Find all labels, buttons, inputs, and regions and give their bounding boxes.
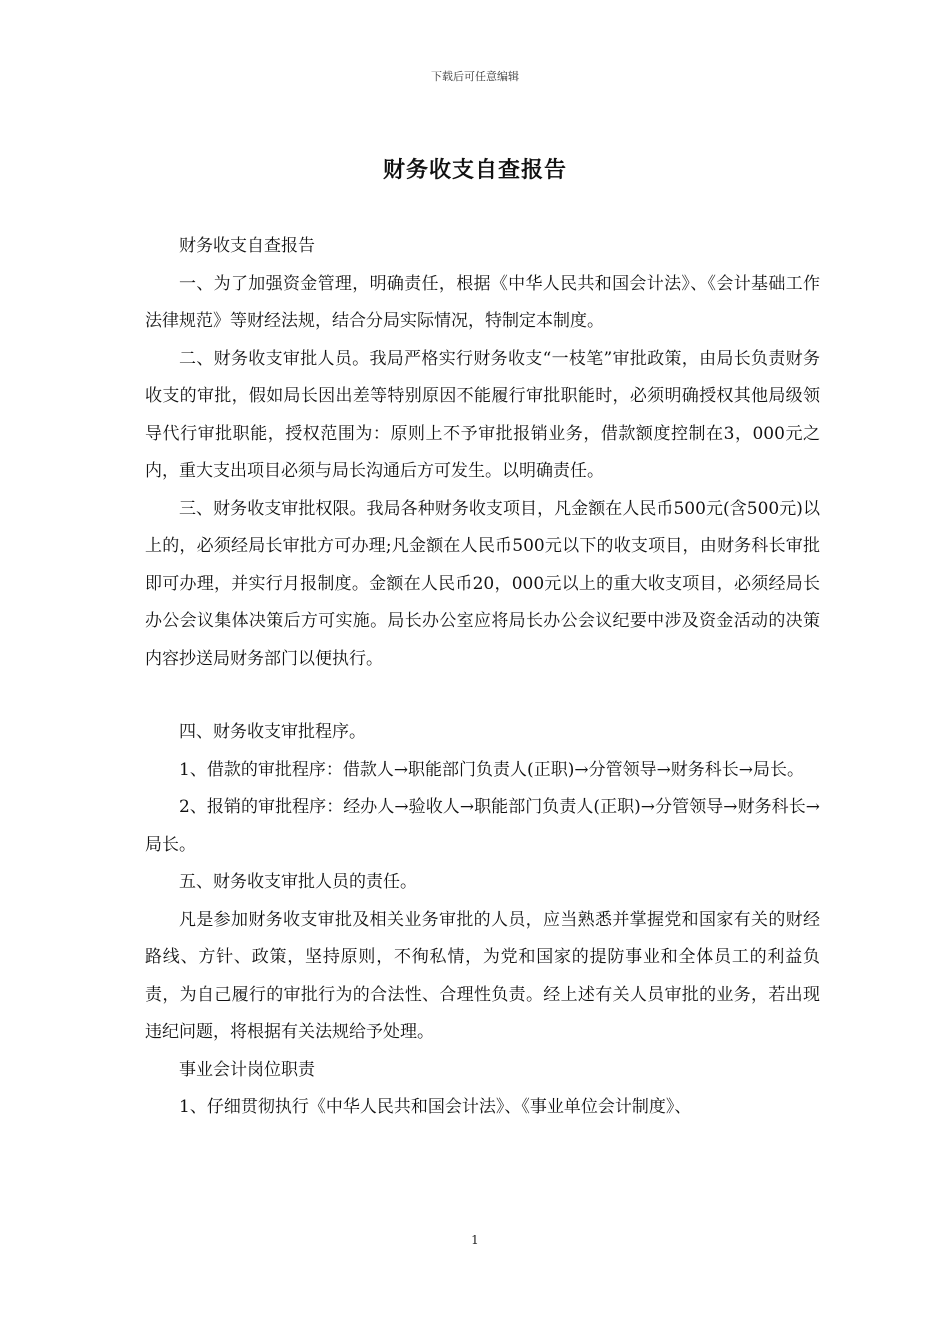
paragraph-job-duties-heading: 事业会计岗位职责 <box>179 1059 315 1080</box>
paragraph-section-3: 三、财务收支审批权限。我局各种财务收支项目，凡金额在人民币500元(含500元)以上的，必须经局长审批方可办理;凡金额在人民币500元以下的收支项目，由财务科长审批即可办理，并实行月报制度。金额在人民币20，000元以上的重大收支项目，必须经局长办公会议集体决策后方可实施。局长办公室应将局长办公会议纪要中涉及资金活动的决策内容抄送局财务部门以便执行。 <box>145 498 820 669</box>
paragraph-section-5-heading: 五、财务收支审批人员的责任。 <box>179 872 417 892</box>
paragraph-section-4-heading: 四、财务收支审批程序。 <box>179 722 366 742</box>
page-number: 1 <box>471 1233 479 1247</box>
paragraph-reimbursement-procedure: 2、报销的审批程序：经办人→验收人→职能部门负责人(正职)→分管领导→财务科长→局长。 <box>145 797 820 855</box>
header-note: 下载后可任意编辑 <box>431 70 519 83</box>
document-body <box>145 228 820 1127</box>
paragraph-subtitle: 财务收支自查报告 <box>179 236 315 256</box>
paragraph-loan-procedure: 1、借款的审批程序：借款人→职能部门负责人(正职)→分管领导→财务科长→局长。 <box>179 759 805 780</box>
document-title: 财务收支自查报告 <box>382 158 567 183</box>
paragraph-job-duty-1: 1、仔细贯彻执行《中华人民共和国会计法》、《事业单位会计制度》、 <box>179 1097 692 1117</box>
paragraph-responsibility: 凡是参加财务收支审批及相关业务审批的人员，应当熟悉并掌握党和国家有关的财经路线、方针、政策，坚持原则，不徇私情，为党和国家的提防事业和全体员工的利益负责，为自己履行的审批行为的合法性、合理性负责。经上述有关人员审批的业务，若出现违纪问题，将根据有关法规给予处理。 <box>145 909 820 1042</box>
paragraph-section-1: 一、为了加强资金管理，明确责任，根据《中华人民共和国会计法》、《会计基础工作法律规范》等财经法规，结合分局实际情况，特制定本制度。 <box>145 273 820 331</box>
paragraph-section-2: 二、财务收支审批人员。我局严格实行财务收支“一枝笔”审批政策，由局长负责财务收支的审批，假如局长因出差等特别原因不能履行审批职能时，必须明确授权其他局级领导代行审批职能，授权范围为：原则上不予审批报销业务，借款额度控制在3，000元之内，重大支出项目必须与局长沟通后方可发生。以明确责任。 <box>145 348 820 481</box>
